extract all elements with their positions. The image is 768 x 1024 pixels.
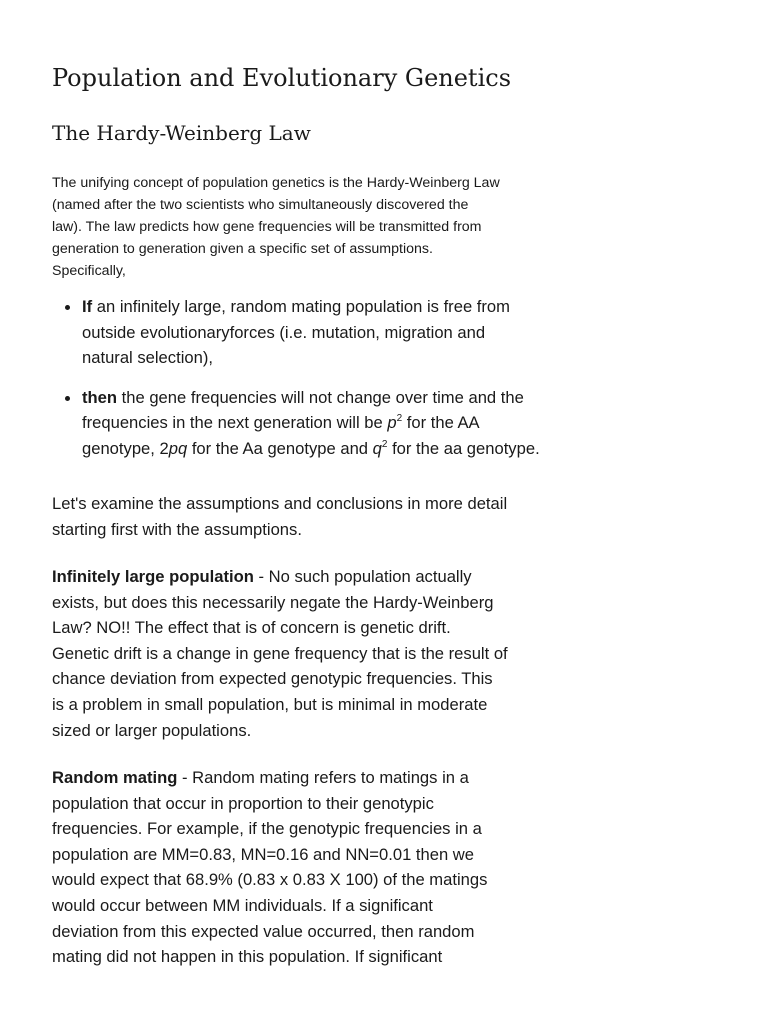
para-line bbox=[52, 765, 572, 791]
para-line: chance deviation from expected genotypic frequencies. This bbox=[52, 669, 493, 689]
para-line: mating did not happen in this population. If significant bbox=[52, 947, 443, 967]
list-item-then bbox=[52, 385, 612, 462]
para-line: Genetic drift is a change in gene frequency that is the result of bbox=[52, 643, 508, 663]
para-line: sized or larger populations. bbox=[52, 720, 252, 740]
list-item-if bbox=[52, 294, 612, 371]
bullet-dot-icon bbox=[65, 305, 70, 310]
text-run: - Random mating refers to matings in a bbox=[177, 768, 469, 787]
para-line: would expect that 68.9% (0.83 x 0.83 X 100) of the matings bbox=[52, 870, 488, 890]
para-line: Let's examine the assumptions and conclusions in more detail bbox=[52, 494, 508, 513]
list-line bbox=[82, 436, 612, 462]
lead-term: Infinitely large population bbox=[52, 567, 254, 586]
infinite-population-paragraph bbox=[52, 564, 572, 743]
list-line bbox=[82, 385, 612, 411]
intro-line: law). The law predicts how gene frequencies will be transmitted from bbox=[52, 219, 482, 235]
lead-word: If bbox=[82, 297, 93, 316]
para-line: population are MM=0.83, MN=0.16 and NN=0.01 then we bbox=[52, 844, 475, 864]
text-run: the gene frequencies will not change over time and the bbox=[117, 387, 524, 407]
text-run: an infinitely large, random mating population is free from bbox=[92, 297, 510, 316]
lead-term: Random mating bbox=[52, 768, 178, 787]
random-mating-paragraph bbox=[52, 765, 572, 970]
page-title: Population and Evolutionary Genetics bbox=[52, 64, 512, 92]
text-run: frequencies in the next generation will be bbox=[82, 413, 388, 433]
para-line: frequencies. For example, if the genotypic frequencies in a bbox=[52, 819, 482, 839]
para-line: starting first with the assumptions. bbox=[52, 519, 302, 539]
math-q: q bbox=[372, 438, 382, 458]
list-line: natural selection), bbox=[82, 348, 213, 368]
text-run: - No such population actually bbox=[253, 567, 472, 586]
intro-line: (named after the two scientists who simultaneously discovered the bbox=[52, 197, 469, 213]
math-pq: pq bbox=[168, 438, 188, 458]
assumption-list bbox=[52, 294, 612, 476]
lead-word: then bbox=[82, 387, 118, 407]
list-line: outside evolutionaryforces (i.e. mutation, migration and bbox=[82, 322, 486, 342]
math-p: p bbox=[387, 413, 397, 433]
section-title: The Hardy-Weinberg Law bbox=[52, 121, 311, 145]
exponent: 2 bbox=[381, 438, 388, 450]
bullet-dot-icon bbox=[65, 396, 70, 401]
intro-line: generation to generation given a specific set of assumptions. bbox=[52, 241, 433, 257]
text-run: for the AA bbox=[402, 413, 480, 433]
para-line bbox=[52, 564, 572, 590]
list-line bbox=[82, 294, 612, 320]
para-line: deviation from this expected value occurred, then random bbox=[52, 921, 475, 941]
intro-line: Specifically, bbox=[52, 263, 126, 279]
text-run: for the aa genotype. bbox=[387, 438, 540, 458]
para-line: would occur between MM individuals. If a significant bbox=[52, 895, 433, 915]
para-line: exists, but does this necessarily negate the Hardy-Weinberg bbox=[52, 592, 494, 612]
intro-paragraph bbox=[52, 172, 552, 282]
list-line bbox=[82, 410, 612, 436]
examine-paragraph bbox=[52, 491, 572, 542]
text-run: for the Aa genotype and bbox=[187, 438, 373, 458]
para-line: population that occur in proportion to their genotypic bbox=[52, 793, 434, 813]
exponent: 2 bbox=[396, 413, 403, 425]
text-run: genotype, 2 bbox=[82, 438, 169, 458]
intro-line: The unifying concept of population genetics is the Hardy-Weinberg Law bbox=[52, 175, 500, 191]
para-line: Law? NO!! The effect that is of concern is genetic drift. bbox=[52, 618, 451, 638]
para-line: is a problem in small population, but is minimal in moderate bbox=[52, 694, 488, 714]
